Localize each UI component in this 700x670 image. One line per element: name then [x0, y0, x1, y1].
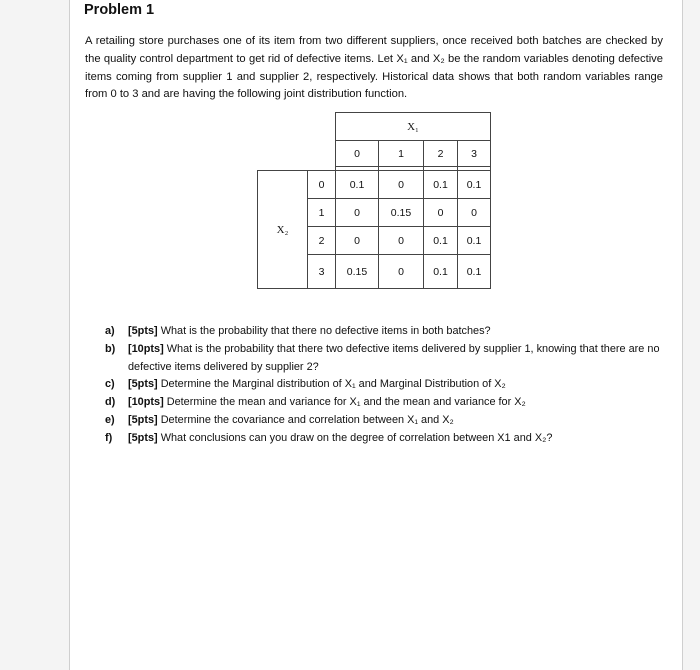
table-cell: 0.1	[466, 265, 482, 278]
table-cell: 0.1	[433, 234, 448, 247]
table-cell: 0	[398, 234, 404, 247]
table-cell: 0.1	[433, 265, 448, 278]
row-header: 0	[318, 178, 325, 191]
question-letter: c)	[105, 378, 115, 391]
question-item	[105, 394, 665, 412]
question-points: [10pts]	[128, 396, 164, 409]
row-header: 2	[318, 234, 325, 247]
question-points: [10pts]	[128, 342, 164, 355]
document-page	[69, 0, 683, 670]
table-cell: 0	[471, 206, 477, 219]
question-item	[105, 341, 665, 377]
question-letter: a)	[105, 325, 115, 337]
question-points: [5pts]	[128, 431, 158, 444]
question-item	[105, 412, 665, 430]
question-text: Determine the covariance and correlation between X₁ and X₂	[160, 413, 454, 426]
question-letter: f)	[105, 431, 113, 444]
col-header: 0	[354, 147, 360, 160]
table-cell: 0	[398, 178, 404, 191]
question-item	[105, 323, 665, 341]
question-item	[105, 430, 665, 448]
row-header: 3	[318, 265, 325, 278]
problem-intro: A retailing store purchases one of its item from two different suppliers, once received both batches are checked by the quality control department to get rid of defective items. Let X₁ and X₂ be the random variables denoting defective items coming from supplier 1 and supplier 2, respectively. Historical data shows that both random variables range from 0 to 3 and are having the following joint distribution function.	[85, 35, 663, 101]
question-letter: e)	[105, 413, 115, 426]
col-variable-label: X₁	[407, 120, 419, 133]
question-text: Determine the Marginal distribution of X₁ and Marginal Distribution of X₂	[160, 378, 506, 391]
question-points: [5pts]	[128, 413, 158, 426]
table-cell: 0.1	[349, 178, 365, 191]
col-header: 2	[437, 147, 444, 160]
table-cell: 0	[354, 234, 360, 247]
row-variable-label: X₂	[276, 223, 289, 236]
table-cell: 0	[437, 206, 444, 219]
question-points: [5pts]	[128, 378, 158, 391]
table-cell: 0.15	[346, 265, 368, 278]
question-text: What is the probability that there no defective items in both batches?	[160, 325, 491, 337]
question-points: [5pts]	[128, 325, 158, 337]
col-header: 1	[398, 147, 404, 160]
table-cell: 0.15	[390, 206, 412, 219]
question-letter: d)	[105, 396, 116, 409]
col-header: 3	[471, 147, 477, 160]
table-cell: 0.1	[433, 178, 448, 191]
row-header: 1	[318, 206, 325, 219]
question-text: What conclusions can you draw on the degree of correlation between X1 and X₂?	[160, 431, 553, 444]
table-cell: 0.1	[466, 234, 482, 247]
table-cell: 0.1	[466, 178, 482, 191]
question-list	[105, 323, 665, 448]
problem-title: Problem 1	[84, 2, 155, 18]
table-cell: 0	[398, 265, 404, 278]
question-text: Determine the mean and variance for X₁ and the mean and variance for X₂	[166, 396, 526, 409]
question-letter: b)	[105, 342, 116, 355]
table-cell: 0	[354, 206, 360, 219]
question-text: What is the probability that there two defective items delivered by supplier 1, knowing that there are no defective items delivered by supplier 2?	[128, 342, 660, 373]
question-item	[105, 376, 665, 394]
